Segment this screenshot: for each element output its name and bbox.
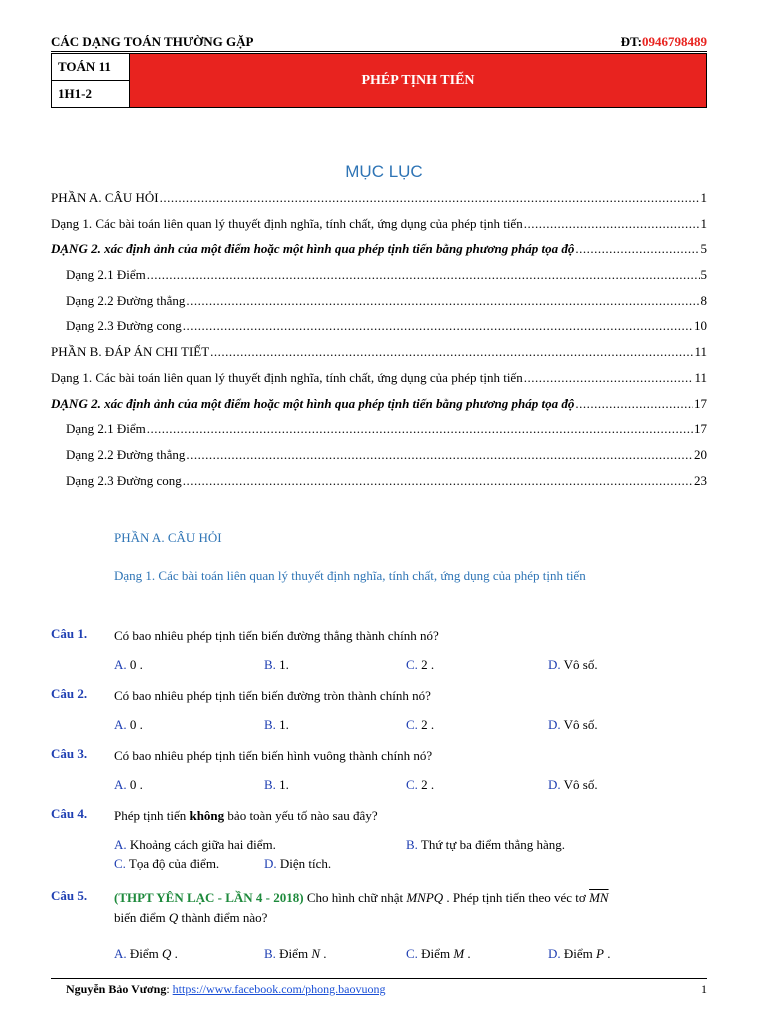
toc-title: MỤC LỤC [345, 162, 423, 181]
page-header [51, 34, 707, 52]
option-d[interactable]: D. Diện tích. [264, 856, 332, 871]
title-box [51, 53, 707, 108]
option-c[interactable]: C. Điểm M . [406, 946, 471, 961]
table-of-contents [51, 185, 707, 493]
option-b[interactable]: B. 1. [264, 657, 289, 672]
question-number: Câu 5. [51, 888, 88, 903]
option-b[interactable]: B. Thứ tự ba điểm thẳng hàng. [406, 837, 565, 852]
toc-entry[interactable]: DẠNG 2. xác định ảnh của một điểm hoặc một hình qua phép tịnh tiến bằng phương pháp tọa độ ..... 17 [51, 391, 707, 417]
option-b[interactable]: B. 1. [264, 717, 289, 732]
option-d[interactable]: D. Vô số. [548, 657, 598, 672]
question-stem: Có bao nhiêu phép tịnh tiến biến đường thẳng thành chính nó? [114, 628, 439, 643]
author-name: Nguyễn Bảo Vương [66, 982, 167, 996]
topic-title: PHÉP TỊNH TIẾN [130, 54, 706, 107]
page-footer: Nguyễn Bảo Vương: https://www.facebook.com/phong.baovuong 1 [66, 982, 707, 996]
question-2 [51, 686, 711, 734]
question-stem: (THPT YÊN LẠC - LẦN 4 - 2018) Cho hình chữ nhật MNPQ . Phép tịnh tiến theo véc tơ $\overline{MN}$ biến điểm Q thành điểm nào? [114, 890, 609, 925]
vector-mn: $\overline{MN}$ [589, 890, 609, 905]
question-number: Câu 1. [51, 626, 88, 641]
toc-entry[interactable]: Dạng 2.1 Điểm ..... 17 [51, 416, 707, 442]
subject-code: TOÁN 11 [58, 59, 111, 74]
option-b[interactable]: B. 1. [264, 777, 289, 792]
toc-entry[interactable]: PHẦN B. ĐÁP ÁN CHI TIẾT ..... 11 [51, 339, 707, 365]
answer-options [114, 777, 709, 797]
question-stem: Phép tịnh tiến không bảo toàn yếu tố nào sau đây? [114, 808, 378, 823]
header-phone: ĐT:0946798489 [620, 34, 707, 49]
option-a[interactable]: A. 0 . [114, 777, 143, 792]
answer-options-row2 [114, 856, 709, 876]
answer-options [114, 946, 709, 966]
page-number: 1 [701, 982, 707, 996]
question-number: Câu 2. [51, 686, 88, 701]
option-a[interactable]: A. 0 . [114, 717, 143, 732]
subject-codes [52, 54, 130, 107]
answer-options [114, 657, 709, 677]
toc-entry[interactable]: Dạng 2.2 Đường thẳng ..... 8 [51, 288, 707, 314]
question-number: Câu 3. [51, 746, 88, 761]
lesson-code: 1H1-2 [52, 80, 129, 107]
option-d[interactable]: D. Vô số. [548, 777, 598, 792]
option-b[interactable]: B. Điểm N . [264, 946, 327, 961]
option-c[interactable]: C. 2 . [406, 657, 435, 672]
question-3 [51, 746, 711, 794]
answer-options-row1 [114, 837, 709, 857]
option-d[interactable]: D. Điểm P . [548, 946, 611, 961]
toc-entry[interactable]: Dạng 1. Các bài toán liên quan lý thuyết định nghĩa, tính chất, ứng dụng của phép tịnh tiến ..... 1 [51, 211, 707, 237]
toc-entry[interactable]: Dạng 2.1 Điểm ..... 5 [51, 262, 707, 288]
question-source: (THPT YÊN LẠC - LẦN 4 - 2018) [114, 890, 304, 905]
facebook-link[interactable]: https://www.facebook.com/phong.baovuong [172, 982, 386, 996]
toc-entry[interactable]: Dạng 2.3 Đường cong ..... 10 [51, 313, 707, 339]
question-number: Câu 4. [51, 806, 88, 821]
toc-entry[interactable]: Dạng 1. Các bài toán liên quan lý thuyết định nghĩa, tính chất, ứng dụng của phép tịnh tiến ..... 11 [51, 365, 707, 391]
option-d[interactable]: D. Vô số. [548, 717, 598, 732]
option-a[interactable]: A. Khoảng cách giữa hai điểm. [114, 837, 276, 852]
option-a[interactable]: A. 0 . [114, 657, 143, 672]
header-title: CÁC DẠNG TOÁN THƯỜNG GẶP [51, 34, 254, 49]
question-stem: Có bao nhiêu phép tịnh tiến biến hình vuông thành chính nó? [114, 748, 433, 763]
toc-entry[interactable]: Dạng 2.2 Đường thẳng ..... 20 [51, 442, 707, 468]
subsection-heading: Dạng 1. Các bài toán liên quan lý thuyết định nghĩa, tính chất, ứng dụng của phép tịnh tiến [114, 568, 586, 583]
question-1 [51, 626, 711, 674]
toc-entry[interactable]: PHẦN A. CÂU HỎI ..... 1 [51, 185, 707, 211]
option-c[interactable]: C. 2 . [406, 717, 435, 732]
option-a[interactable]: A. Điểm Q . [114, 946, 178, 961]
question-5 [51, 888, 711, 968]
toc-entry[interactable]: DẠNG 2. xác định ảnh của một điểm hoặc một hình qua phép tịnh tiến bằng phương pháp tọa độ ..... 5 [51, 236, 707, 262]
question-4 [51, 806, 711, 874]
option-c[interactable]: C. Tọa độ của điểm. [114, 856, 220, 871]
question-stem: Có bao nhiêu phép tịnh tiến biến đường tròn thành chính nó? [114, 688, 431, 703]
toc-entry[interactable]: Dạng 2.3 Đường cong ..... 23 [51, 468, 707, 494]
answer-options [114, 717, 709, 737]
section-heading: PHẦN A. CÂU HỎI [114, 530, 222, 545]
option-c[interactable]: C. 2 . [406, 777, 435, 792]
footer-divider [51, 978, 707, 979]
